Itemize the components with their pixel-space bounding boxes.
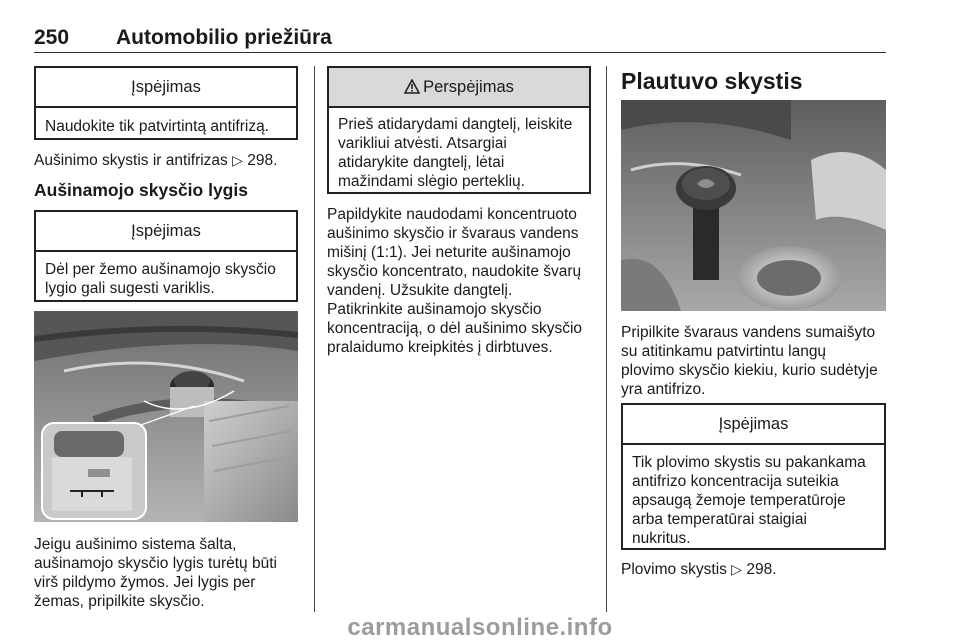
notice-line: Dėl per žemo aušinamojo skysčio (45, 261, 276, 278)
reference-line-coolant (34, 151, 277, 170)
paragraph-line: Pripilkite švaraus vandens sumaišyto (621, 324, 876, 341)
washer-reservoir-photo (621, 100, 886, 311)
warning-box-hot-cap (327, 66, 591, 194)
coolant-reservoir-illustration (34, 311, 298, 522)
warning-line: Prieš atidarydami dangtelį, leiskite (338, 116, 573, 133)
notice-line: antifrizo koncentracija suteikia (632, 473, 839, 490)
reference-text: Aušinimo skystis ir antifrizas (34, 152, 228, 169)
section-heading-washer-fluid: Plautuvo skystis (621, 68, 803, 94)
paragraph-line: su atitinkamu patvirtintu langų (621, 343, 827, 360)
coolant-reservoir-photo (34, 311, 298, 522)
notice-heading: Įspėjimas (36, 68, 296, 108)
paragraph-line: pralaidumo kreipkitės į dirbtuves. (327, 339, 553, 356)
section-subheading-coolant-level: Aušinamojo skysčio lygis (34, 180, 248, 200)
warning-line: mažindami slėgio perteklių. (338, 173, 525, 190)
washer-reservoir-illustration (621, 100, 886, 311)
paragraph-line: aušinimo skysčio ir švaraus vandens (327, 225, 579, 242)
notice-body: Naudokite tik patvirtintą antifrizą. (45, 118, 269, 135)
notice-body (36, 252, 296, 304)
page-title: Automobilio priežiūra (116, 26, 332, 49)
paragraph-line: koncentraciją, o dėl aušinimo skysčio (327, 320, 583, 337)
notice-box-antifreeze (34, 66, 298, 140)
column-divider-left (314, 66, 315, 612)
warning-heading (329, 68, 589, 108)
warning-line: varikliui atvėsti. Atsargiai (338, 135, 507, 152)
paragraph-line: Papildykite naudodami koncentruoto (327, 206, 577, 223)
column-divider-right (606, 66, 607, 612)
warning-triangle-icon (404, 79, 420, 94)
page-number: 250 (34, 26, 70, 49)
notice-body (623, 445, 884, 554)
warning-line: atidarykite dangtelį, lėtai (338, 154, 505, 171)
washer-fluid-paragraph (621, 323, 878, 399)
notice-heading: Įspėjimas (623, 405, 884, 445)
notice-box-coolant-level (34, 210, 298, 302)
paragraph-line: vandenį. Užsukite dangtelį. (327, 282, 513, 299)
page-ref-arrow-icon: ▷ (731, 561, 743, 577)
paragraph-line: aušinamojo skysčio lygis turėtų būti (34, 555, 277, 572)
notice-line: lygio gali sugesti variklis. (45, 280, 215, 297)
notice-line: nukritus. (632, 530, 691, 547)
warning-body (329, 108, 589, 197)
paragraph-line: plovimo skysčio kiekiu, kurio sudėtyje (621, 362, 878, 379)
page-header (34, 22, 886, 53)
paragraph-line: skysčio koncentrato, naudokite švarų (327, 263, 582, 280)
reference-line-washer (621, 560, 777, 579)
paragraph-line: žemas, pripilkite skysčio. (34, 593, 205, 610)
notice-box-washer-antifreeze (621, 403, 886, 550)
notice-heading: Įspėjimas (36, 212, 296, 252)
paragraph-line: Patikrinkite aušinamojo skysčio (327, 301, 542, 318)
watermark: carmanualsonline.info (347, 614, 613, 641)
notice-line: Tik plovimo skystis su pakankama (632, 454, 866, 471)
notice-line: apsaugą žemoje temperatūroje (632, 492, 846, 509)
reference-text: Plovimo skystis (621, 561, 727, 578)
page-ref-link[interactable]: 298. (247, 152, 278, 169)
warning-heading-text: Perspėjimas (423, 78, 514, 96)
page-ref-link[interactable]: 298. (746, 561, 777, 578)
page-ref-arrow-icon: ▷ (232, 152, 243, 168)
coolant-level-paragraph (34, 535, 277, 611)
paragraph-line: yra antifrizo. (621, 381, 706, 398)
paragraph-line: virš pildymo žymos. Jei lygis per (34, 574, 256, 591)
notice-line: arba temperatūrai staigiai (632, 511, 807, 528)
coolant-refill-paragraph (327, 205, 582, 357)
paragraph-line: mišinį (1:1). Jei neturite aušinamojo (327, 244, 571, 261)
paragraph-line: Jeigu aušinimo sistema šalta, (34, 536, 237, 553)
